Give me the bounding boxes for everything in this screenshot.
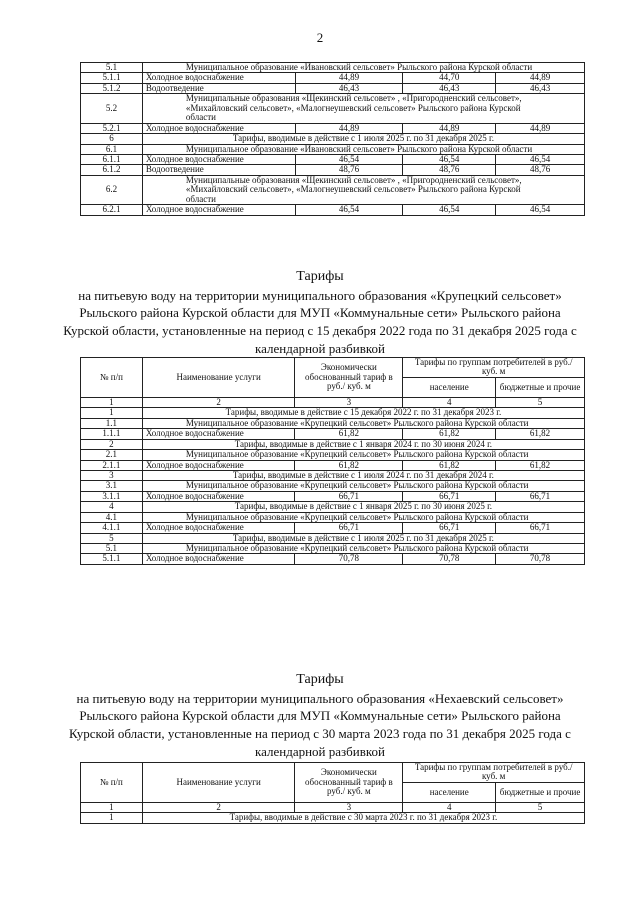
- economic-tariff: 66,71: [295, 491, 403, 501]
- section-row: [81, 175, 585, 204]
- budget-tariff: 66,71: [496, 491, 585, 501]
- section-label-cell: [142, 544, 584, 554]
- table-row: [81, 154, 585, 164]
- header-tariff: Экономически обоснованный тариф в руб./ куб. м: [295, 358, 403, 398]
- row-number: 3.1.1: [81, 491, 143, 501]
- heading-title: Тарифы: [296, 672, 344, 687]
- row-number: 5.2: [81, 94, 143, 123]
- heading-title: Тарифы: [296, 269, 344, 284]
- period-label: Тарифы, вводимые в действие с 1 июля 2024 г. по 31 декабря 2024 г.: [142, 470, 584, 480]
- economic-tariff: 44,89: [295, 73, 403, 83]
- section-label: Муниципальные образования «Щекинский сельсовет» , «Пригородненский сельсовет», «Михайловский сельсовет», «Малогнеушевский сельсовет» Рыльского района Курской области: [185, 174, 522, 204]
- population-tariff: 46,54: [403, 205, 496, 215]
- population-tariff: 48,76: [403, 165, 496, 175]
- table-row: [81, 460, 585, 470]
- economic-tariff: 61,82: [295, 429, 403, 439]
- section-label: Муниципальное образование «Крупецкий сельсовет» Рыльского района Курской области: [185, 511, 529, 522]
- service-name: Холодное водоснабжение: [142, 523, 295, 533]
- row-number: 5.2.1: [81, 123, 143, 133]
- economic-tariff: 48,76: [295, 165, 403, 175]
- index-row: [81, 802, 585, 812]
- section-label-cell: [142, 512, 584, 522]
- section-label-cell: [142, 175, 584, 204]
- budget-tariff: 46,54: [496, 205, 585, 215]
- column-index: 3: [295, 397, 403, 407]
- period-label: Тарифы, вводимые в действие с 1 января 2024 г. по 30 июня 2024 г.: [142, 439, 584, 449]
- header-num: № п/п: [81, 763, 143, 803]
- budget-tariff: 44,89: [496, 73, 585, 83]
- table-row: [81, 491, 585, 501]
- header-groups: Тарифы по группам потребителей в руб./ куб. м: [403, 763, 585, 783]
- row-number: 2.1.1: [81, 460, 143, 470]
- header-population: население: [403, 782, 496, 802]
- header-name: Наименование услуги: [142, 358, 295, 398]
- economic-tariff: 46,54: [295, 205, 403, 215]
- section-row: [81, 94, 585, 123]
- column-index: 3: [295, 802, 403, 812]
- service-name: Водоотведение: [142, 165, 295, 175]
- header-budget: бюджетные и прочие: [496, 377, 585, 397]
- table-row: [81, 73, 585, 83]
- service-name: Холодное водоснабжение: [142, 491, 295, 501]
- tariff-table-2: [80, 357, 585, 565]
- row-number: 6.1.2: [81, 165, 143, 175]
- row-number: 4: [81, 502, 143, 512]
- column-index: 4: [403, 802, 496, 812]
- row-number: 4.1: [81, 512, 143, 522]
- economic-tariff: 44,89: [295, 123, 403, 133]
- period-label: Тарифы, вводимые в действие с 1 июля 2025 г. по 31 декабря 2025 г.: [142, 134, 584, 144]
- service-name: Холодное водоснабжение: [142, 554, 295, 564]
- section-label-cell: [142, 481, 584, 491]
- header-tariff: Экономически обоснованный тариф в руб./ куб. м: [295, 763, 403, 803]
- budget-tariff: 61,82: [496, 429, 585, 439]
- section-row: [81, 481, 585, 491]
- table-row: [81, 429, 585, 439]
- column-index: 2: [142, 397, 295, 407]
- row-number: 1: [81, 813, 143, 823]
- budget-tariff: 46,43: [496, 83, 585, 93]
- column-index: 2: [142, 802, 295, 812]
- tariff-table-1: [80, 62, 585, 216]
- section-label-cell: [142, 63, 584, 73]
- row-number: 1: [81, 408, 143, 418]
- service-name: Холодное водоснабжение: [142, 429, 295, 439]
- section-label-cell: [142, 144, 584, 154]
- row-number: 6.1.1: [81, 154, 143, 164]
- header-budget: бюджетные и прочие: [496, 782, 585, 802]
- column-index: 4: [403, 397, 496, 407]
- section-label: Муниципальное образование «Крупецкий сельсовет» Рыльского района Курской области: [185, 417, 529, 428]
- service-name: Холодное водоснабжение: [142, 154, 295, 164]
- period-label: Тарифы, вводимые в действие с 30 марта 2023 г. по 31 декабря 2023 г.: [142, 813, 584, 823]
- section-label: Муниципальное образование «Крупецкий сельсовет» Рыльского района Курской области: [185, 480, 529, 491]
- row-number: 5: [81, 533, 143, 543]
- column-index: 1: [81, 802, 143, 812]
- row-number: 5.1.2: [81, 83, 143, 93]
- column-index: 5: [496, 802, 585, 812]
- row-number: 2.1: [81, 450, 143, 460]
- heading-nekhaev: [60, 671, 580, 760]
- section-label: Муниципальное образование «Ивановский сельсовет» Рыльского района Курской области: [185, 62, 533, 72]
- population-tariff: 61,82: [403, 460, 496, 470]
- period-label: Тарифы, вводимые в действие с 1 января 2025 г. по 30 июня 2025 г.: [142, 502, 584, 512]
- budget-tariff: 66,71: [496, 523, 585, 533]
- page-number: 2: [316, 30, 324, 45]
- section-label-cell: [142, 94, 584, 123]
- row-number: 6: [81, 134, 143, 144]
- population-tariff: 61,82: [403, 429, 496, 439]
- economic-tariff: 46,54: [295, 154, 403, 164]
- heading-text: на питьевую воду на территории муниципального образования «Нехаевский сельсовет» Рыльского района Курской области для МУП «Коммунальные сети» Рыльского района Курской области, установленные на период с 30 марта 2023 года по 31 декабря 2025 года с календарной разбивкой: [69, 690, 571, 759]
- section-row: [81, 144, 585, 154]
- row-number: 3: [81, 470, 143, 480]
- column-index: 1: [81, 397, 143, 407]
- header-groups: Тарифы по группам потребителей в руб./ куб. м: [403, 358, 585, 378]
- row-number: 6.2: [81, 175, 143, 204]
- row-number: 2: [81, 439, 143, 449]
- period-row: [81, 533, 585, 543]
- section-row: [81, 418, 585, 428]
- service-name: Холодное водоснабжение: [142, 460, 295, 470]
- table-row: [81, 205, 585, 215]
- section-label-cell: [142, 450, 584, 460]
- row-number: 6.1: [81, 144, 143, 154]
- period-row: [81, 502, 585, 512]
- service-name: Холодное водоснабжение: [142, 123, 295, 133]
- header-name: Наименование услуги: [142, 763, 295, 803]
- index-row: [81, 397, 585, 407]
- economic-tariff: 70,78: [295, 554, 403, 564]
- budget-tariff: 61,82: [496, 460, 585, 470]
- budget-tariff: 44,89: [496, 123, 585, 133]
- heading-krupets: [60, 268, 580, 357]
- row-number: 1.1.1: [81, 429, 143, 439]
- population-tariff: 70,78: [403, 554, 496, 564]
- population-tariff: 66,71: [403, 523, 496, 533]
- section-label: Муниципальное образование «Ивановский сельсовет» Рыльского района Курской области: [185, 143, 533, 154]
- service-name: Водоотведение: [142, 83, 295, 93]
- population-tariff: 46,54: [403, 154, 496, 164]
- population-tariff: 44,70: [403, 73, 496, 83]
- section-row: [81, 544, 585, 554]
- period-row: [81, 439, 585, 449]
- row-number: 5.1.1: [81, 554, 143, 564]
- period-row: [81, 470, 585, 480]
- period-row: [81, 134, 585, 144]
- section-label: Муниципальное образование «Крупецкий сельсовет» Рыльского района Курской области: [185, 449, 529, 460]
- economic-tariff: 46,43: [295, 83, 403, 93]
- header-num: № п/п: [81, 358, 143, 398]
- row-number: 1.1: [81, 418, 143, 428]
- table-row: [81, 554, 585, 564]
- budget-tariff: 48,76: [496, 165, 585, 175]
- table-row: [81, 523, 585, 533]
- header-population: население: [403, 377, 496, 397]
- section-label-cell: [142, 418, 584, 428]
- population-tariff: 46,43: [403, 83, 496, 93]
- service-name: Холодное водоснабжение: [142, 73, 295, 83]
- header-row: [81, 763, 585, 783]
- table-row: [81, 83, 585, 93]
- budget-tariff: 46,54: [496, 154, 585, 164]
- section-row: [81, 450, 585, 460]
- table-row: [81, 165, 585, 175]
- row-number: 6.2.1: [81, 205, 143, 215]
- section-row: [81, 63, 585, 73]
- period-row: [81, 408, 585, 418]
- row-number: 5.1: [81, 63, 143, 73]
- row-number: 5.1.1: [81, 73, 143, 83]
- section-label: Муниципальное образование «Крупецкий сельсовет» Рыльского района Курской области: [185, 543, 529, 553]
- row-number: 3.1: [81, 481, 143, 491]
- section-label: Муниципальные образования «Щекинский сельсовет» , «Пригородненский сельсовет», «Михайловский сельсовет», «Малогнеушевский сельсовет» Рыльского района Курской области: [185, 93, 522, 123]
- population-tariff: 44,89: [403, 123, 496, 133]
- table-row: [81, 123, 585, 133]
- service-name: Холодное водоснабжение: [142, 205, 295, 215]
- row-number: 4.1.1: [81, 523, 143, 533]
- economic-tariff: 66,71: [295, 523, 403, 533]
- tariff-table-3: [80, 762, 585, 824]
- economic-tariff: 61,82: [295, 460, 403, 470]
- period-label: Тарифы, вводимые в действие с 15 декабря 2022 г. по 31 декабря 2023 г.: [142, 408, 584, 418]
- row-number: 5.1: [81, 544, 143, 554]
- period-label: Тарифы, вводимые в действие с 1 июля 2025 г. по 31 декабря 2025 г.: [142, 533, 584, 543]
- budget-tariff: 70,78: [496, 554, 585, 564]
- header-row: [81, 358, 585, 378]
- period-row: [81, 813, 585, 823]
- population-tariff: 66,71: [403, 491, 496, 501]
- column-index: 5: [496, 397, 585, 407]
- heading-text: на питьевую воду на территории муниципального образования «Крупецкий сельсовет» Рыльского района Курской области для МУП «Коммунальные сети» Рыльского района Курской области, установленные на период с 15 декабря 2022 года по 31 декабря 2025 года с календарной разбивкой: [63, 287, 577, 356]
- section-row: [81, 512, 585, 522]
